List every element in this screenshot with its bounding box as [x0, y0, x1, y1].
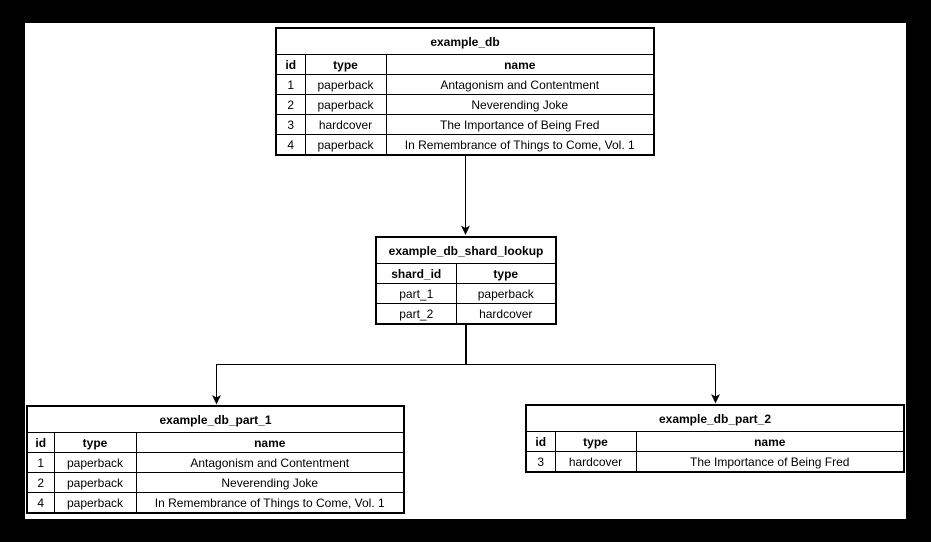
column-header-type: type: [305, 55, 386, 75]
table-title: example_db: [276, 28, 654, 55]
column-header-id: id: [276, 55, 305, 75]
cell-type: hardcover: [555, 452, 636, 473]
cell-name: In Remembrance of Things to Come, Vol. 1: [136, 493, 404, 514]
cell-id: 1: [276, 75, 305, 95]
table-row: [27, 453, 404, 473]
cell-type: paperback: [305, 95, 386, 115]
table-title: example_db_shard_lookup: [376, 237, 556, 264]
column-header-id: id: [27, 433, 54, 453]
cell-type: paperback: [54, 453, 136, 473]
table-title: example_db_part_2: [526, 405, 904, 432]
cell-type: paperback: [54, 493, 136, 514]
cell-type: paperback: [305, 75, 386, 95]
cell-name: Antagonism and Contentment: [386, 75, 654, 95]
column-header-type: type: [555, 432, 636, 452]
cell-name: The Importance of Being Fred: [636, 452, 904, 473]
table-title: example_db_part_1: [27, 406, 404, 433]
cell-type: paperback: [54, 473, 136, 493]
table-row: [27, 493, 404, 514]
cell-id: 2: [276, 95, 305, 115]
table-row: [526, 452, 904, 473]
table-row: [276, 28, 654, 55]
table-row: [526, 432, 904, 452]
cell-type: hardcover: [456, 304, 556, 325]
column-header-name: name: [386, 55, 654, 75]
column-header-id: id: [526, 432, 555, 452]
cell-name: Neverending Joke: [136, 473, 404, 493]
column-header-type: type: [54, 433, 136, 453]
cell-id: 3: [526, 452, 555, 473]
cell-name: In Remembrance of Things to Come, Vol. 1: [386, 135, 654, 156]
cell-type: paperback: [305, 135, 386, 156]
table-row: [376, 304, 556, 325]
table-example-db-part-1: [26, 405, 405, 514]
table-example-db-part-2: [525, 404, 905, 473]
cell-type: hardcover: [305, 115, 386, 135]
table-row: [276, 75, 654, 95]
column-header-type: type: [456, 264, 556, 284]
cell-id: 2: [27, 473, 54, 493]
table-row: [27, 473, 404, 493]
cell-id: 3: [276, 115, 305, 135]
cell-name: Antagonism and Contentment: [136, 453, 404, 473]
table-row: [276, 95, 654, 115]
table-row: [526, 405, 904, 432]
table-example-db: [275, 27, 655, 156]
cell-shard-id: part_1: [376, 284, 456, 304]
cell-id: 1: [27, 453, 54, 473]
column-header-name: name: [136, 433, 404, 453]
table-row: [276, 115, 654, 135]
table-row: [376, 284, 556, 304]
column-header-shard-id: shard_id: [376, 264, 456, 284]
table-row: [27, 406, 404, 433]
cell-id: 4: [276, 135, 305, 156]
column-header-name: name: [636, 432, 904, 452]
table-row: [27, 433, 404, 453]
table-row: [276, 55, 654, 75]
table-example-db-shard-lookup: [375, 236, 557, 325]
table-row: [376, 237, 556, 264]
cell-name: The Importance of Being Fred: [386, 115, 654, 135]
cell-name: Neverending Joke: [386, 95, 654, 115]
cell-type: paperback: [456, 284, 556, 304]
cell-id: 4: [27, 493, 54, 514]
table-row: [376, 264, 556, 284]
table-row: [276, 135, 654, 156]
cell-shard-id: part_2: [376, 304, 456, 325]
